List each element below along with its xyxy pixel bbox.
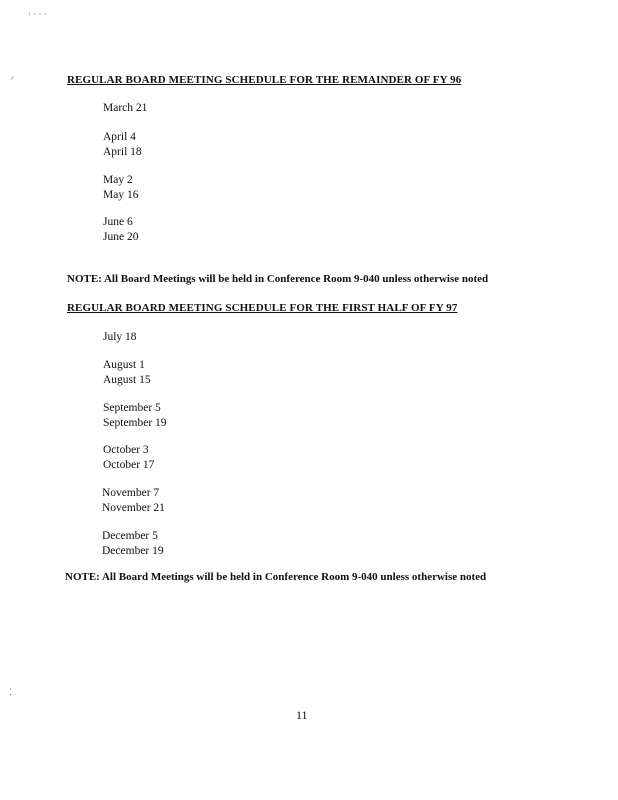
date-item: April 4 (103, 131, 136, 143)
date-group-july (103, 330, 137, 345)
date-group-august (103, 358, 151, 387)
date-group-june (103, 215, 138, 244)
date-item: May 2 (103, 174, 133, 186)
date-item: November 21 (102, 501, 165, 514)
date-item: December 5 (102, 530, 158, 542)
date-group-september (103, 401, 167, 430)
date-item: August 15 (103, 373, 151, 386)
date-item: June 20 (103, 230, 139, 243)
date-group-may (103, 173, 138, 202)
scan-speck-top: · · · · (28, 9, 47, 19)
scan-speck-left-2: ⁚ (9, 687, 12, 697)
date-item: July 18 (103, 331, 137, 343)
date-item: August 1 (103, 359, 145, 371)
date-item: September 19 (103, 416, 167, 429)
date-item: November 7 (102, 487, 160, 499)
date-item: October 17 (103, 458, 155, 471)
page-number: 11 (296, 708, 308, 722)
date-item: March 21 (103, 102, 148, 114)
date-group-october (103, 443, 154, 472)
date-item: May 16 (103, 188, 139, 201)
date-item: April 18 (103, 145, 142, 158)
date-group-november (102, 486, 165, 515)
section2-heading: REGULAR BOARD MEETING SCHEDULE FOR THE FIRST HALF OF FY 97 (67, 302, 458, 314)
date-group-april (103, 130, 142, 159)
date-item: December 19 (102, 544, 164, 557)
date-group-march (103, 101, 147, 116)
scan-speck-left-1: ⸝ (10, 71, 15, 81)
section2-note: NOTE: All Board Meetings will be held in Conference Room 9-040 unless otherwise noted (65, 571, 487, 583)
date-item: September 5 (103, 402, 161, 414)
section1-heading: REGULAR BOARD MEETING SCHEDULE FOR THE REMAINDER OF FY 96 (67, 74, 462, 86)
date-group-december (102, 529, 164, 558)
date-item: October 3 (103, 444, 149, 456)
section1-note: NOTE: All Board Meetings will be held in Conference Room 9-040 unless otherwise noted (67, 273, 489, 285)
date-item: June 6 (103, 216, 133, 228)
